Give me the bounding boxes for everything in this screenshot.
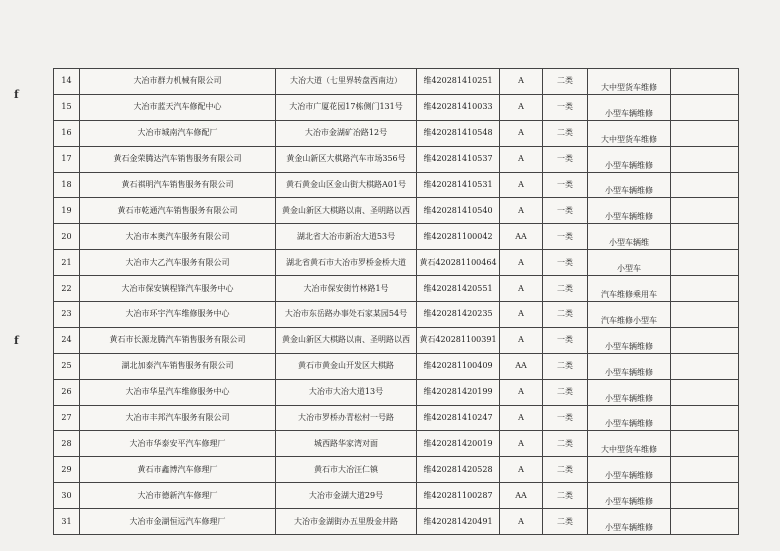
company-address: 黄金山新区大棋路以南、圣明路以西 [276,198,417,224]
business-scope: 小型车辆维修 [588,327,671,353]
business-class: 二类 [543,302,588,328]
remark-cell [671,146,739,172]
company-name: 大冶市蓝天汽车修配中心 [80,94,276,120]
license-number: 维420281420551 [417,276,500,302]
company-address: 黄石市大冶汪仁镇 [276,457,417,483]
remark-cell [671,483,739,509]
company-address: 湖北省黄石市大冶市罗桥金桥大道 [276,250,417,276]
business-class: 一类 [543,172,588,198]
row-number: 24 [54,327,80,353]
business-class: 二类 [543,379,588,405]
row-number: 20 [54,224,80,250]
row-number: 17 [54,146,80,172]
company-address: 大冶大道（七里界转盘西南边） [276,69,417,95]
business-scope: 汽车维修乘用车 [588,276,671,302]
license-number: 维420281410251 [417,69,500,95]
remark-cell [671,69,739,95]
margin-mark-top: f [14,88,19,101]
company-address: 湖北省大冶市新冶大道53号 [276,224,417,250]
remark-cell [671,250,739,276]
license-number: 维420281100042 [417,224,500,250]
credit-grade: AA [500,483,543,509]
remark-cell [671,94,739,120]
table-row [54,172,739,198]
credit-grade: A [500,327,543,353]
business-scope: 小型车辆维修 [588,353,671,379]
business-scope: 大中型货车维修 [588,69,671,95]
business-class: 二类 [543,69,588,95]
row-number: 18 [54,172,80,198]
row-number: 14 [54,69,80,95]
remark-cell [671,302,739,328]
company-name: 大冶市环宇汽车维修服务中心 [80,302,276,328]
company-address: 黄金山新区大棋路以南、圣明路以西 [276,327,417,353]
license-number: 黄石420281100464 [417,250,500,276]
remark-cell [671,198,739,224]
table-row [54,250,739,276]
credit-grade: A [500,69,543,95]
business-class: 二类 [543,509,588,535]
row-number: 16 [54,120,80,146]
business-scope: 小型车辆维修 [588,146,671,172]
credit-grade: A [500,120,543,146]
business-class: 二类 [543,483,588,509]
business-class: 二类 [543,457,588,483]
business-class: 二类 [543,431,588,457]
table-row [54,94,739,120]
table-body [54,69,739,535]
company-address: 大冶市金湖大道29号 [276,483,417,509]
row-number: 23 [54,302,80,328]
company-address: 大冶市罗桥办青松村一号路 [276,405,417,431]
company-name: 大冶市大乙汽车服务有限公司 [80,250,276,276]
company-name: 黄石金荣腾达汽车销售服务有限公司 [80,146,276,172]
remark-cell [671,327,739,353]
credit-grade: A [500,146,543,172]
remark-cell [671,224,739,250]
business-class: 一类 [543,198,588,224]
company-name: 大冶市金湖恒远汽车修理厂 [80,509,276,535]
credit-grade: A [500,509,543,535]
business-scope: 大中型货车维修 [588,120,671,146]
business-class: 一类 [543,146,588,172]
license-number: 维420281420019 [417,431,500,457]
row-number: 15 [54,94,80,120]
license-number: 维420281410537 [417,146,500,172]
license-number: 维420281410247 [417,405,500,431]
company-name: 黄石市乾通汽车销售服务有限公司 [80,198,276,224]
credit-grade: A [500,198,543,224]
remark-cell [671,457,739,483]
company-address: 黄金山新区大棋路汽车市场356号 [276,146,417,172]
license-number: 维420281420235 [417,302,500,328]
company-name: 大冶市保安镇程锋汽车服务中心 [80,276,276,302]
company-name: 大冶市德新汽车修理厂 [80,483,276,509]
credit-grade: A [500,405,543,431]
remark-cell [671,431,739,457]
credit-grade: A [500,250,543,276]
company-name: 黄石祺明汽车销售服务有限公司 [80,172,276,198]
company-name: 湖北加泰汽车销售服务有限公司 [80,353,276,379]
credit-grade: A [500,457,543,483]
business-class: 一类 [543,405,588,431]
business-scope: 小型车辆维 [588,224,671,250]
business-scope: 大中型货车维修 [588,431,671,457]
credit-grade: A [500,172,543,198]
company-address: 大冶市广厦花园17栋侧门131号 [276,94,417,120]
company-address: 大冶市大冶大道13号 [276,379,417,405]
business-scope: 小型车辆维修 [588,172,671,198]
business-class: 二类 [543,120,588,146]
table-row [54,224,739,250]
row-number: 30 [54,483,80,509]
company-address: 黄石黄金山区金山街大棋路A01号 [276,172,417,198]
table-row [54,457,739,483]
table-row [54,198,739,224]
business-scope: 汽车维修小型车 [588,302,671,328]
company-name: 大冶市华星汽车维修服务中心 [80,379,276,405]
license-number: 维420281420491 [417,509,500,535]
table-row [54,379,739,405]
company-address: 大冶市保安街竹林路1号 [276,276,417,302]
business-class: 一类 [543,94,588,120]
company-name: 大冶市本奥汽车服务有限公司 [80,224,276,250]
company-name: 大冶市群力机械有限公司 [80,69,276,95]
business-class: 一类 [543,327,588,353]
credit-grade: A [500,431,543,457]
business-class: 二类 [543,276,588,302]
company-name: 大冶市城南汽车修配厂 [80,120,276,146]
row-number: 25 [54,353,80,379]
remark-cell [671,120,739,146]
row-number: 19 [54,198,80,224]
credit-grade: A [500,379,543,405]
license-number: 维420281100409 [417,353,500,379]
business-class: 一类 [543,250,588,276]
table-row [54,431,739,457]
table-row [54,327,739,353]
table-row [54,120,739,146]
row-number: 31 [54,509,80,535]
license-number: 维420281410531 [417,172,500,198]
row-number: 29 [54,457,80,483]
business-scope: 小型车辆维修 [588,509,671,535]
remark-cell [671,172,739,198]
table-row [54,405,739,431]
business-scope: 小型车辆维修 [588,457,671,483]
credit-grade: AA [500,353,543,379]
company-address: 大冶市金湖街办五里殷金井路 [276,509,417,535]
row-number: 26 [54,379,80,405]
repair-shop-table [53,68,739,535]
company-name: 大冶市华泰安平汽车修理厂 [80,431,276,457]
license-number: 维420281420199 [417,379,500,405]
table-row [54,509,739,535]
credit-grade: A [500,94,543,120]
remark-cell [671,353,739,379]
license-number: 维420281410033 [417,94,500,120]
business-scope: 小型车 [588,250,671,276]
business-class: 一类 [543,224,588,250]
business-scope: 小型车辆维修 [588,483,671,509]
remark-cell [671,509,739,535]
credit-grade: AA [500,224,543,250]
company-address: 黄石市黄金山开发区大棋路 [276,353,417,379]
company-address: 城西路华家湾对面 [276,431,417,457]
table-row [54,483,739,509]
company-address: 大冶市金湖矿冶路12号 [276,120,417,146]
row-number: 22 [54,276,80,302]
license-number: 维420281100287 [417,483,500,509]
company-address: 大冶市东岳路办事处石家某园54号 [276,302,417,328]
business-scope: 小型车辆维修 [588,405,671,431]
margin-mark-bottom: f [14,334,19,347]
table-row [54,146,739,172]
company-name: 黄石市鑫博汽车修理厂 [80,457,276,483]
row-number: 21 [54,250,80,276]
credit-grade: A [500,276,543,302]
row-number: 28 [54,431,80,457]
license-number: 黄石420281100391 [417,327,500,353]
credit-grade: A [500,302,543,328]
license-number: 维420281410540 [417,198,500,224]
table-row [54,302,739,328]
license-number: 维420281420528 [417,457,500,483]
remark-cell [671,276,739,302]
business-class: 二类 [543,353,588,379]
business-scope: 小型车辆维修 [588,198,671,224]
row-number: 27 [54,405,80,431]
table-row [54,353,739,379]
remark-cell [671,379,739,405]
remark-cell [671,405,739,431]
table-row [54,276,739,302]
company-name: 大冶市丰邦汽车服务有限公司 [80,405,276,431]
business-scope: 小型车辆维修 [588,379,671,405]
business-scope: 小型车辆维修 [588,94,671,120]
license-number: 维420281410548 [417,120,500,146]
table-row [54,69,739,95]
company-name: 黄石市长源龙腾汽车销售服务有限公司 [80,327,276,353]
